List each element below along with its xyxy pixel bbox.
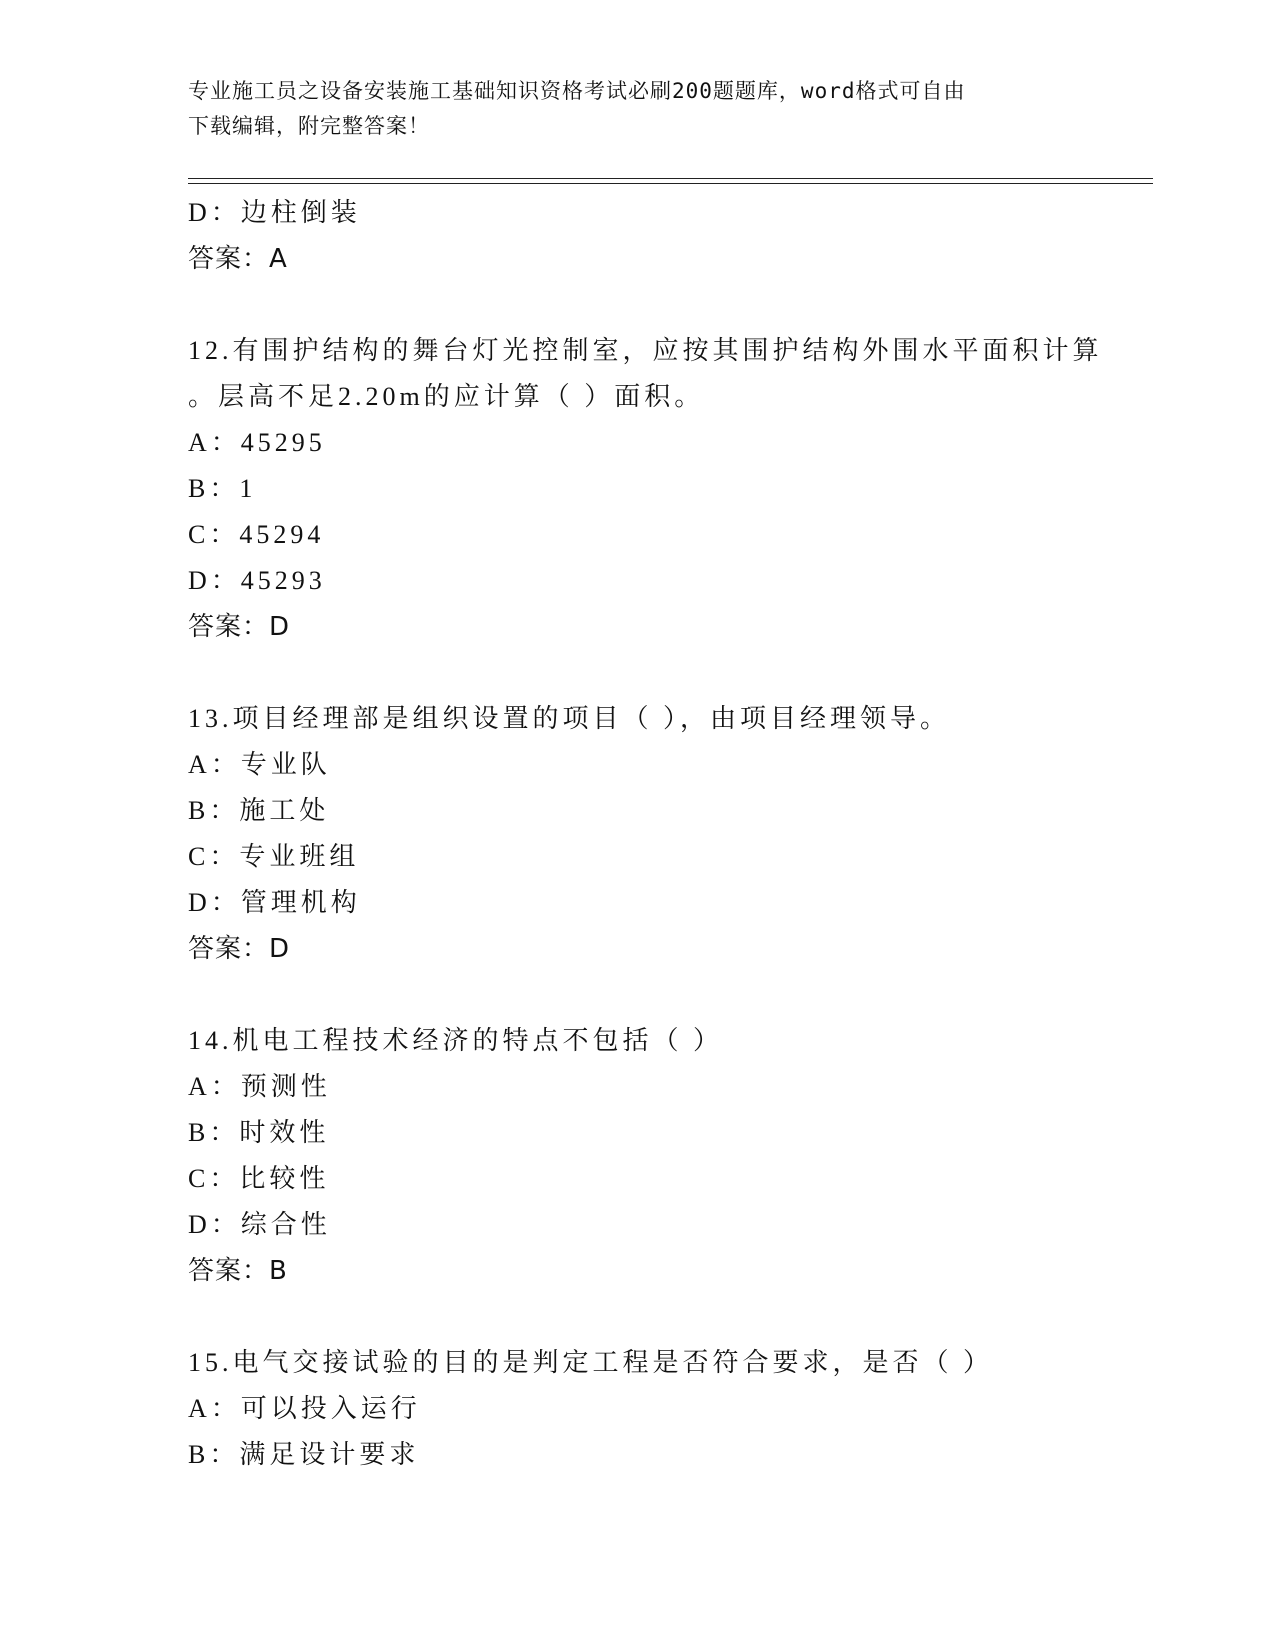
question-text: 13.项目经理部是组织设置的项目（ ），由项目经理领导。 [188, 704, 951, 733]
option-c: C：专业班组 [188, 842, 360, 871]
option-b: B：施工处 [188, 796, 330, 825]
header-line-2: 下载编辑，附完整答案！ [188, 114, 430, 138]
answer-line: 答案：A [188, 244, 288, 274]
option-b: B：满足设计要求 [188, 1440, 420, 1469]
question-text-continued: 。层高不足2.20m的应计算（ ）面积。 [188, 382, 705, 411]
question-text: 14.机电工程技术经济的特点不包括（ ） [188, 1026, 724, 1055]
spacer [188, 282, 1153, 328]
option-b: B：1 [188, 474, 257, 503]
option-d: D：45293 [188, 566, 326, 595]
header-rule-bottom [188, 183, 1153, 184]
answer-line: 答案：D [188, 934, 291, 964]
header-line-1: 专业施工员之设备安装施工基础知识资格考试必刷200题题库，word格式可自由 [188, 79, 966, 103]
option-c: C：45294 [188, 520, 325, 549]
answer-line: 答案：D [188, 612, 291, 642]
option-a: A：预测性 [188, 1072, 331, 1101]
option-b: B：时效性 [188, 1118, 330, 1147]
question-11 [188, 190, 1153, 282]
question-list [188, 190, 1153, 1478]
option-a: A：45295 [188, 428, 326, 457]
option-d: D：管理机构 [188, 888, 361, 917]
question-12 [188, 328, 1153, 650]
spacer [188, 972, 1153, 1018]
question-text: 12.有围护结构的舞台灯光控制室，应按其围护结构外围水平面积计算 [188, 336, 1103, 365]
document-header [188, 74, 1088, 144]
question-13 [188, 696, 1153, 972]
spacer [188, 1294, 1153, 1340]
option-a: A：可以投入运行 [188, 1394, 421, 1423]
option-d: D：综合性 [188, 1210, 331, 1239]
question-15 [188, 1340, 1153, 1478]
question-text: 15.电气交接试验的目的是判定工程是否符合要求，是否（ ） [188, 1348, 994, 1377]
header-rule-top [188, 178, 1153, 179]
answer-line: 答案：B [188, 1256, 288, 1286]
option-c: C：比较性 [188, 1164, 330, 1193]
option-a: A：专业队 [188, 750, 331, 779]
spacer [188, 650, 1153, 696]
question-14 [188, 1018, 1153, 1294]
option-d: D：边柱倒装 [188, 198, 361, 227]
